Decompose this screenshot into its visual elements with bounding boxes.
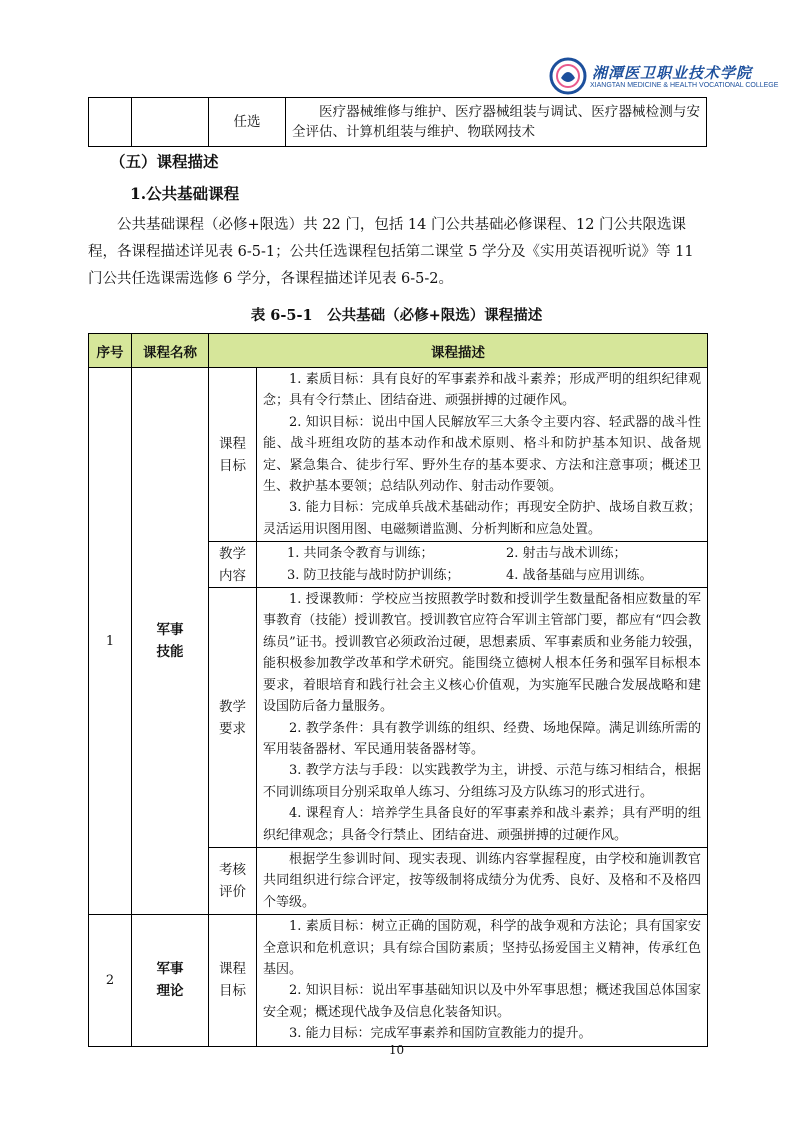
requirement-item: 4. 课程育人：培养学生具备良好的军事素养和战斗素养；具有严明的组织纪律观念；具备令行禁止、团结奋进、顽强拼搏的过硬作风。 [263, 806, 701, 843]
goals-label [209, 368, 257, 542]
elective-course-list: 医疗器械维修与维护、医疗器械组装与调试、医疗器械检测与安全评估、计算机组装与维护、物联网技术 [286, 98, 707, 147]
content-item: 1. 共同条令教育与训练； [287, 546, 434, 562]
course-goals [257, 368, 708, 542]
content-item: 4. 战备基础与应用训练。 [506, 567, 653, 583]
label-line: 教学 [219, 698, 246, 715]
content-item: 2. 射击与战术训练； [506, 546, 627, 562]
requirement-item: 3. 教学方法与手段：以实践教学为主，讲授、示范与练习相结合，根据不同训练项目分别采取单人练习、分组练习及方队练习的形式进行。 [263, 763, 701, 800]
header-num: 序号 [89, 334, 132, 368]
subsection-title: 1.公共基础课程 [130, 184, 240, 203]
table-row [89, 915, 708, 1046]
label-line: 内容 [219, 567, 246, 584]
content-item: 3. 防卫技能与战时防护训练； [287, 567, 460, 583]
label-line: 目标 [219, 983, 246, 1000]
course-num: 1 [89, 368, 132, 915]
label-line: 课程 [219, 435, 246, 452]
empty-cell [132, 98, 209, 147]
evaluation-label [209, 847, 257, 914]
goal-item: 2. 知识目标：说出军事基础知识以及中外军事思想；概述我国总体国家安全观；概述现代战争及信息化装备知识。 [263, 983, 701, 1020]
college-logo-text: 湘潭医卫职业技术学院 [592, 64, 753, 82]
label-line: 课程 [219, 961, 246, 978]
requirements-label [209, 588, 257, 848]
table-caption: 表 6-5-1 公共基础（必修+限选）课程描述 [250, 307, 543, 324]
goal-item: 1. 素质目标：具有良好的军事素养和战斗素养；形成严明的组织纪律观念；具有令行禁止、团结奋进、顽强拼搏的过硬作风。 [263, 372, 701, 409]
content-label [209, 542, 257, 588]
course-name-line: 理论 [156, 983, 184, 1000]
goal-item: 3. 能力目标：完成单兵战术基础动作；再现安全防护、战场自救互救；灵活运用识图用图、电磁频谱监测、分析判断和应急处置。 [263, 500, 701, 537]
table-row [89, 368, 708, 542]
prev-table-continuation [88, 97, 707, 147]
goals-label [209, 915, 257, 1046]
evaluation-text: 根据学生参训时间、现实表现、训练内容掌握程度，由学校和施训教官共同组织进行综合评定，按等级制将成绩分为优秀、良好、及格和不及格四个等级。 [263, 851, 701, 910]
goal-item: 2. 知识目标：说出中国人民解放军三大条令主要内容、轻武器的战斗性能、战斗班组攻防的基本动作和战术原则、格斗和防护基本知识、战备规定、紧急集合、徒步行军、野外生存的基本要求、方法和注意事项；概述卫生、救护基本要领；总结队列动作、射击动作要领。 [263, 414, 701, 495]
course-evaluation [257, 847, 708, 914]
empty-cell [89, 98, 132, 147]
course-description-table [88, 333, 708, 1047]
college-logo-subtext: XIANGTAN MEDICINE & HEALTH VOCATIONAL COLLEGE [590, 82, 779, 89]
course-content [257, 542, 708, 588]
label-line: 要求 [219, 720, 246, 737]
label-line: 考核 [219, 862, 246, 879]
course-goals [257, 915, 708, 1046]
header-desc: 课程描述 [209, 334, 708, 368]
goal-item: 3. 能力目标：完成军事素养和国防宣教能力的提升。 [289, 1026, 592, 1042]
course-name-line: 军事 [156, 961, 184, 978]
header-name: 课程名称 [132, 334, 209, 368]
section-title: （五）课程描述 [110, 152, 219, 171]
course-type-label: 任选 [209, 98, 286, 147]
goal-item: 1. 素质目标：树立正确的国防观，科学的战争观和方法论；具有国家安全意识和危机意识；具有综合国防素质；坚持弘扬爱国主义精神，传承红色基因。 [263, 919, 701, 977]
course-name-line: 军事 [156, 622, 184, 639]
label-line: 评价 [219, 884, 246, 901]
requirement-item: 2. 教学条件：具有教学训练的组织、经费、场地保障。满足训练所需的军用装备器材、军民通用装备器材等。 [263, 720, 701, 757]
course-num: 2 [89, 915, 132, 1046]
requirement-item: 1. 授课教师：学校应当按照教学时数和授训学生数量配备相应数量的军事教育（技能）授训教官。授训教官应符合军训主管部门要，都应有“四会教练员”证书。授训教官必须政治过硬，思想素质、军事素质和业务能力较强，能积极参加教学改革和学术研究。能围绕立德树人根本任务和强军目标根本要求，着眼培育和践行社会主义核心价值观，为实施军民融合发展战略和建设国防后备力量服务。 [263, 592, 701, 715]
course-name [132, 368, 209, 915]
course-name [132, 915, 209, 1046]
label-line: 目标 [219, 457, 246, 474]
intro-paragraph: 公共基础课程（必修+限选）共 22 门，包括 14 门公共基础必修课程、12 门公共限选课程，各课程描述详见表 6-5-1；公共任选课程包括第二课堂 5 学分及《实用英语视听说》等 11 门公共任选课需选修 6 学分，各课程描述详见表 6-5-2。 [88, 217, 694, 287]
page-number: 10 [388, 1043, 405, 1057]
table-header-row [89, 334, 708, 368]
course-requirements [257, 588, 708, 848]
course-name-line: 技能 [156, 644, 184, 661]
label-line: 教学 [219, 545, 246, 562]
